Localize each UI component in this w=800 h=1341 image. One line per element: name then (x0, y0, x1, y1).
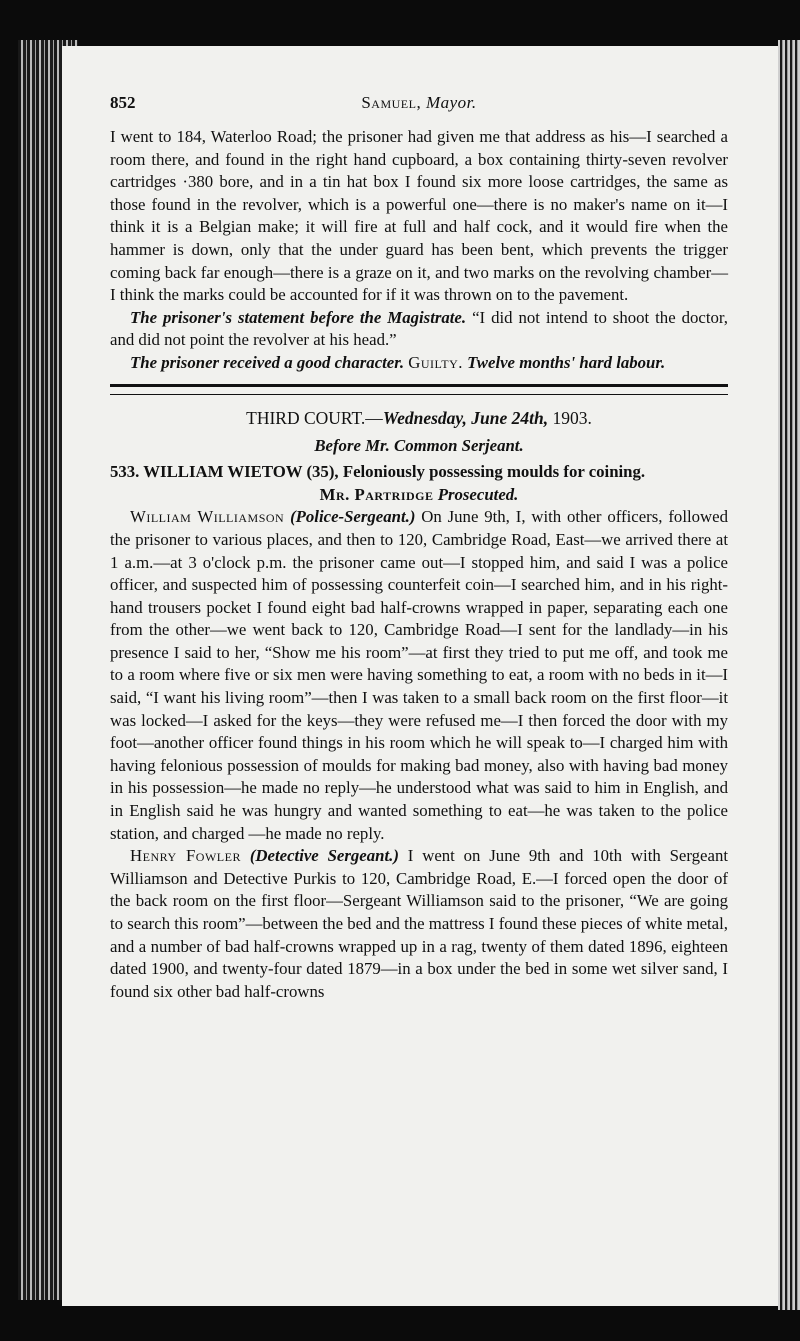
case-number-name: 533. WILLIAM WIETOW (35), (110, 462, 339, 482)
page-text (110, 92, 728, 1003)
running-head-name: Samuel, (361, 93, 422, 112)
court-date: Wednesday, June 24th, (382, 407, 549, 428)
paragraph-evidence: I went to 184, Waterloo Road; the prisoner had given me that address as his—I searched a room there, and found in the right hand cupboard, a box containing thirty-seven revolver cartridges ·380 bore, and in a tin hat box I found six more loose cartridges, the same as those found in the revolver, which is a powerful one—there is no maker's name on it—I think it is a Belgian make; it will fire at full and half cock, and it would fire when the hammer is down, only that the under guard has been bent, which prevents the trigger coming back far enough—there is a graze on it, and two marks on the revolving chamber—I think the marks could be accounted for if it was thrown on to the pavement. (110, 127, 728, 305)
section-divider (110, 384, 728, 395)
witness1-role: (Police-Sergeant.) (290, 507, 416, 527)
witness-fowler (110, 845, 728, 1003)
page-edges (778, 40, 800, 1310)
witness2-testimony: I went on June 9th and 10th with Sergeant Williamson and Detective Purkis to 120, Cambridge Road, E.—I forced open the door of the back room on the first floor—Sergeant Williamson said to the prisoner, “We are going to search this room”—between the bed and the mattress I found these pieces of white metal, and a number of bad half-crowns wrapped up in a rag, twenty of them dated 1896, eighteen dated 1900, and twenty-four dated 1879—in a box under the bed in some wet silver sand, I found six other bad half-crowns (110, 846, 729, 1001)
sentence: Twelve months' hard labour. (467, 352, 666, 372)
statement-label: The prisoner's statement before the Magistrate. (130, 307, 467, 327)
prosecutor-name: Mr. Partridge (319, 484, 434, 504)
witness2-name: Henry Fowler (130, 846, 241, 866)
running-head (110, 92, 728, 115)
case-charge: Feloniously possessing moulds for coining. (338, 462, 646, 482)
verdict (110, 352, 728, 375)
statement-text: “I did not intend to shoot the doctor, and did not point the revolver at his head.” (110, 307, 728, 350)
verdict-guilty: Guilty. (408, 352, 463, 372)
prosecutor-line (110, 484, 728, 507)
witness2-role: (Detective Sergeant.) (249, 846, 399, 866)
case-heading (110, 461, 728, 484)
prisoner-statement (110, 307, 728, 352)
character-note: The prisoner received a good character. (130, 352, 405, 372)
witness1-testimony: On June 9th, I, with other officers, followed the prisoner to various places, and then to 120, Cambridge Road, East—we arrived there at 1 a.m.—at 3 o'clock p.m. the prisoner came out—I stopped him, and said I was a police officer, and suspected him of possessing counterfeit coin—I searched him, and in his right-hand trousers pocket I found eight bad half-crowns wrapped in paper, separating each one from the other—we went back to 120, Cambridge Road—I sent for the landlady—in his presence I said to her, “Show me his room”—at first they tried to put me off, and took me to a room where five or six men were having something to eat, a room with no beds in it—I said, “I want his living room”—then I was taken to a small back room on the first floor—it was locked—I asked for the keys—they were refused me—I then forced the door with my foot—another officer found things in his room which he will speak to—I charged him with having felonious possession of moulds for making bad money, also with having bad money in his possession—he made no reply—he understood what was said to him in English, and in English said he was hungry and wanted something to eat—he was taken to the police station, and charged —he made no reply. (110, 507, 728, 843)
court-heading (110, 405, 728, 431)
court-name: THIRD COURT.— (246, 407, 383, 428)
prosecuted-word: Prosecuted. (433, 484, 519, 504)
page-number: 852 (110, 93, 136, 112)
before-judge: Before Mr. Common Serjeant. (314, 435, 524, 455)
running-head-title: Mayor. (425, 93, 477, 112)
witness-williamson (110, 506, 728, 845)
witness1-name: William Williamson (130, 507, 285, 527)
court-year: 1903. (548, 407, 592, 428)
page-header (110, 92, 728, 126)
